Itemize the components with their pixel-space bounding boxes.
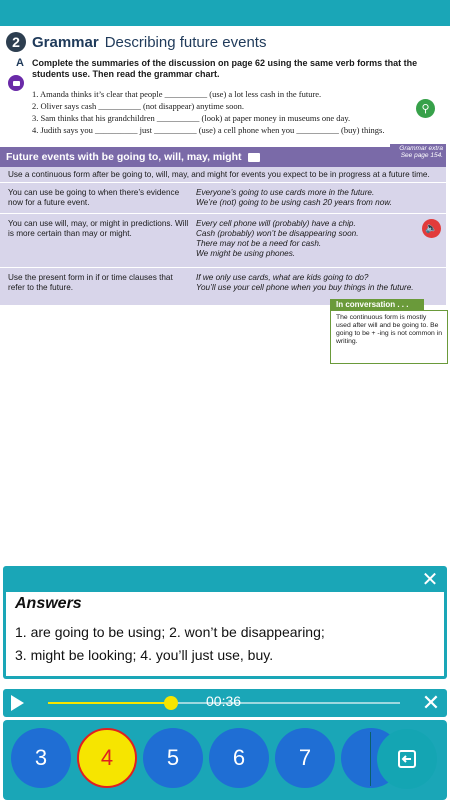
answers-title: Answers bbox=[15, 595, 82, 612]
nav-item[interactable]: 7 bbox=[275, 728, 335, 788]
grammar-chart-header bbox=[0, 147, 290, 167]
in-conversation-tab: In conversation . . . bbox=[330, 299, 424, 310]
section-title-strong: Grammar bbox=[32, 33, 99, 51]
grammar-extra-title: Grammar extra bbox=[399, 145, 443, 152]
progress-thumb[interactable] bbox=[164, 696, 178, 710]
chart-row-example: If we only use cards, what are kids going to do? You’ll use your cell phone when you buy things in the future. bbox=[196, 273, 414, 292]
answers-line-2: 3. might be looking; 4. you’ll just use, buy. bbox=[15, 647, 274, 663]
task-text: Complete the summaries of the discussion on page 62 using the same verb forms that the students use. Then read the grammar chart. bbox=[32, 58, 418, 79]
search-button[interactable] bbox=[416, 99, 435, 118]
chart-divider bbox=[0, 182, 446, 183]
nav-item-active[interactable]: 4 bbox=[77, 728, 137, 788]
chart-row-rule: Use the present form in if or time clauses that refer to the future. bbox=[8, 273, 173, 292]
close-answers-button[interactable] bbox=[419, 569, 441, 591]
nav-item[interactable]: 3 bbox=[11, 728, 71, 788]
section-header bbox=[6, 32, 266, 52]
nav-divider bbox=[370, 732, 371, 786]
answers-panel bbox=[3, 566, 447, 679]
chart-row-example: Every cell phone will (probably) have a chip. Cash (probably) won’t be disappearing soon. There may not be a need for cash. We might be using phones. bbox=[196, 219, 359, 258]
grammar-chart bbox=[0, 167, 446, 305]
exercise-nav bbox=[3, 720, 447, 800]
audio-player bbox=[3, 689, 447, 717]
exit-icon bbox=[396, 748, 418, 770]
answers-line-1: 1. are going to be using; 2. won’t be disappearing; bbox=[15, 624, 325, 640]
in-conversation-note: The continuous form is mostly used after will and be going to. Be going to be + -ing is not common in writing. bbox=[330, 310, 448, 364]
top-bar bbox=[0, 0, 450, 26]
chart-row-rule: You can use will, may, or might in predictions. Will is more certain than may or might. bbox=[8, 219, 189, 238]
audio-button[interactable] bbox=[422, 219, 441, 238]
exit-button[interactable] bbox=[377, 729, 437, 789]
close-icon: ✕ bbox=[421, 690, 441, 715]
grammar-extra-badge[interactable] bbox=[390, 144, 446, 160]
task-instruction bbox=[16, 58, 426, 80]
chart-divider bbox=[0, 267, 446, 268]
close-icon: ✕ bbox=[421, 569, 439, 591]
chart-row-example: Everyone’s going to use cards more in the future. We’re (not) going to be using cash 20 years from now. bbox=[196, 188, 392, 207]
grammar-extra-sub: See page 154. bbox=[400, 152, 443, 159]
sentence-1: 1. Amanda thinks it’s clear that people __________ (use) a lot less cash in the future. bbox=[32, 89, 322, 99]
video-icon[interactable] bbox=[8, 75, 24, 91]
playback-time: 00:36 bbox=[206, 693, 242, 709]
sentence-3: 3. Sam thinks that his grandchildren __________ (look) at paper money in museums one day. bbox=[32, 113, 351, 123]
speaker-icon: 🔈 bbox=[425, 223, 438, 234]
task-letter: A bbox=[16, 57, 24, 69]
section-title: Describing future events bbox=[104, 33, 267, 51]
search-icon: ⚲ bbox=[421, 103, 430, 115]
section-number: 2 bbox=[6, 32, 26, 52]
grammar-chart-title: Future events with be going to, will, may, might bbox=[6, 151, 242, 163]
chart-divider bbox=[0, 213, 446, 214]
audio-mini-icon[interactable] bbox=[248, 153, 260, 162]
sentence-2: 2. Oliver says cash __________ (not disappear) anytime soon. bbox=[32, 101, 244, 111]
close-player-button[interactable] bbox=[419, 691, 443, 715]
nav-item[interactable]: 6 bbox=[209, 728, 269, 788]
play-icon[interactable] bbox=[11, 695, 24, 711]
sentence-4: 4. Judith says you __________ just __________ (use) a cell phone when you __________ (buy) things. bbox=[32, 125, 385, 135]
exercise-sentences bbox=[32, 88, 432, 136]
chart-row-rule: You can use be going to when there’s evidence now for a future event. bbox=[8, 188, 180, 207]
chart-row-rule: Use a continuous form after be going to, will, may, and might for events you expect to be in progress at a future time. bbox=[8, 170, 430, 179]
progress-fill bbox=[48, 702, 171, 704]
answers-content bbox=[6, 592, 444, 676]
nav-item[interactable]: 5 bbox=[143, 728, 203, 788]
